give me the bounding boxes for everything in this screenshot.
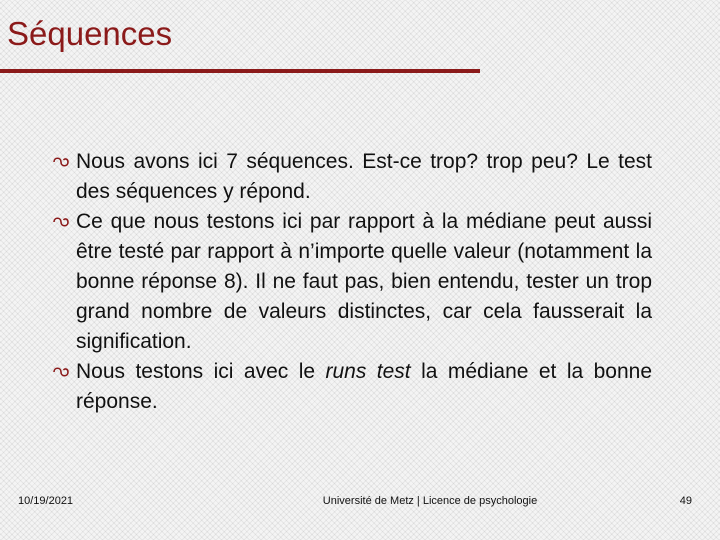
footer-institution: Université de Metz | Licence de psychologie bbox=[322, 495, 538, 507]
bullet-text: Nous testons ici avec le bbox=[76, 360, 326, 383]
swirl-bullet-icon bbox=[52, 216, 72, 228]
bullet-text: la médiane et la bonne réponse. bbox=[76, 360, 653, 413]
slide-title: Séquences bbox=[7, 15, 173, 52]
footer-date: 10/19/2021 bbox=[18, 495, 74, 507]
bullet-text: Nous avons ici 7 séquences. Est-ce trop? trop peu? Le test des séquences y répond. bbox=[76, 150, 652, 203]
swirl-bullet-icon bbox=[52, 156, 72, 168]
page-number: 49 bbox=[679, 495, 692, 507]
title-underline bbox=[0, 69, 480, 73]
swirl-bullet-icon bbox=[52, 366, 72, 378]
bullet-item bbox=[52, 207, 652, 357]
bullet-text-italic: runs test bbox=[325, 360, 411, 383]
bullet-item bbox=[52, 357, 652, 417]
bullet-item bbox=[52, 147, 652, 207]
bullet-text: Ce que nous testons ici par rapport à la médiane peut aussi être testé par rapport à n’importe quelle valeur (notamment la bonne réponse 8). Il ne faut pas, bien entendu, tester un trop grand nombre de valeurs distinctes, car cela fausserait la signification. bbox=[76, 210, 652, 353]
bullet-list bbox=[52, 147, 652, 417]
